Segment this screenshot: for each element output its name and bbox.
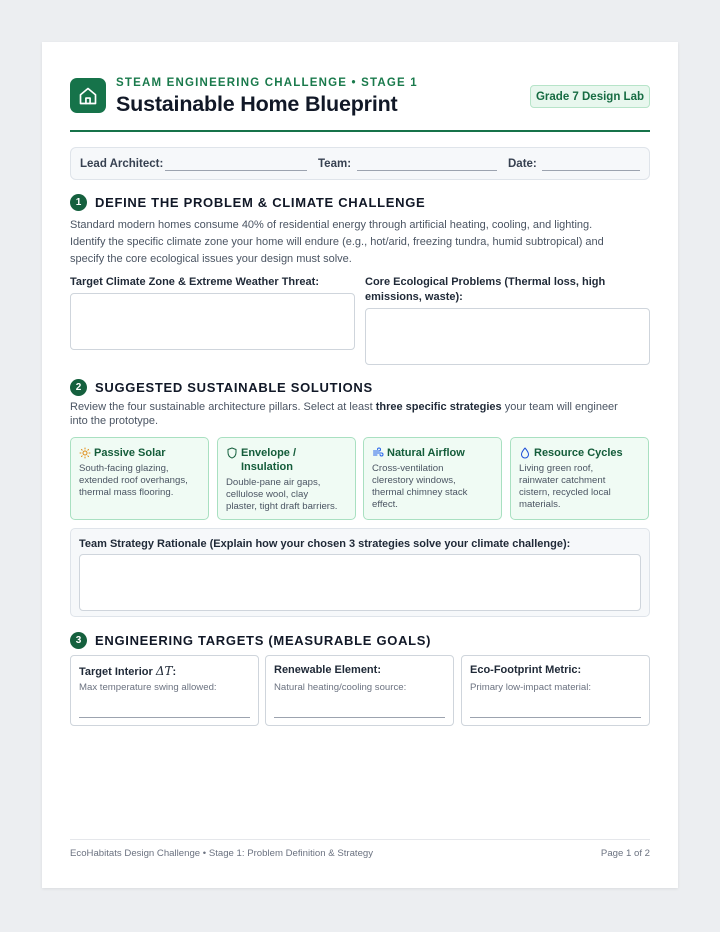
grade-badge: Grade 7 Design Lab [530, 85, 650, 108]
pillar-resource-cycles[interactable] [510, 437, 649, 520]
worksheet-page [42, 42, 678, 888]
info-bar [70, 147, 650, 180]
section-3-number: 3 [70, 632, 87, 649]
section-3-title: ENGINEERING TARGETS (MEASURABLE GOALS) [95, 633, 432, 648]
date-label: Date: [508, 158, 537, 170]
footer-divider [70, 839, 650, 840]
droplet-icon [519, 447, 531, 459]
delta-t-field[interactable] [79, 717, 250, 718]
pillar-passive-solar[interactable] [70, 437, 209, 520]
section-1-title: DEFINE THE PROBLEM & CLIMATE CHALLENGE [95, 195, 426, 210]
page-title: Sustainable Home Blueprint [116, 92, 398, 116]
section-2-description: Review the four sustainable architecture pillars. Select at least three specific strategies your team will engineer into the prototype. [70, 401, 618, 427]
pillar-envelope-insulation[interactable] [217, 437, 356, 520]
section-2-title: SUGGESTED SUSTAINABLE SOLUTIONS [95, 380, 373, 395]
rationale-label: Team Strategy Rationale (Explain how your chosen 3 strategies solve your climate challenge): [79, 538, 571, 550]
ecological-problems-label: Core Ecological Problems (Thermal loss, high emissions, waste): [365, 276, 606, 303]
wind-icon [372, 447, 384, 459]
lead-architect-label: Lead Architect: [80, 158, 164, 170]
pillar-description: Double-pane air gaps, cellulose wool, clay plaster, tight draft barriers. [226, 477, 338, 512]
house-logo [70, 78, 106, 113]
pillar-description: Living green roof, rainwater catchment cistern, recycled local materials. [519, 463, 611, 510]
target-sublabel: Primary low-impact material: [470, 682, 592, 693]
pillar-title: Resource Cycles [534, 447, 623, 459]
target-interior-delta-t [70, 655, 259, 726]
team-field[interactable] [357, 170, 497, 171]
section-1-description: Standard modern homes consume 40% of residential energy through artificial heating, cooling, and lighting. Identify the specific climate zone your home will endure (e.g., hot/arid, freezing tundra, humid subtropical) and specify the core ecological issues your design must solve. [70, 219, 604, 265]
team-label: Team: [318, 158, 352, 170]
pillar-natural-airflow[interactable] [363, 437, 502, 520]
target-eco-footprint [461, 655, 650, 726]
header-divider [70, 130, 650, 132]
target-sublabel: Natural heating/cooling source: [274, 682, 407, 693]
shield-icon [226, 447, 238, 459]
page-number: Page 1 of 2 [600, 848, 650, 859]
climate-zone-label: Target Climate Zone & Extreme Weather Threat: [70, 276, 319, 288]
lead-architect-field[interactable] [165, 170, 307, 171]
pillar-title: Passive Solar [94, 447, 166, 459]
house-icon [78, 86, 98, 106]
date-field[interactable] [542, 170, 640, 171]
section-1-number: 1 [70, 194, 87, 211]
challenge-eyebrow: STEAM ENGINEERING CHALLENGE • STAGE 1 [116, 77, 418, 89]
target-label: Renewable Element: [274, 664, 381, 676]
ecological-problems-input[interactable] [365, 308, 650, 365]
rationale-panel [70, 528, 650, 617]
pillar-description: South-facing glazing, extended roof overhangs, thermal mass flooring. [79, 463, 188, 498]
climate-zone-input[interactable] [70, 293, 355, 350]
target-renewable-element [265, 655, 454, 726]
renewable-element-field[interactable] [274, 717, 445, 718]
pillar-title: Natural Airflow [387, 447, 465, 459]
target-label: Eco-Footprint Metric: [470, 664, 582, 676]
eco-footprint-field[interactable] [470, 717, 641, 718]
pillar-description: Cross-ventilation clerestory windows, thermal chimney stack effect. [372, 463, 468, 510]
target-sublabel: Max temperature swing allowed: [79, 682, 217, 693]
section-2-number: 2 [70, 379, 87, 396]
rationale-input[interactable] [79, 554, 641, 611]
sun-icon [79, 447, 91, 459]
pillar-title: Envelope / Insulation [241, 447, 297, 473]
target-label: Target Interior ΔT: [79, 664, 177, 678]
footer-left: EcoHabitats Design Challenge • Stage 1: Problem Definition & Strategy [70, 848, 374, 859]
